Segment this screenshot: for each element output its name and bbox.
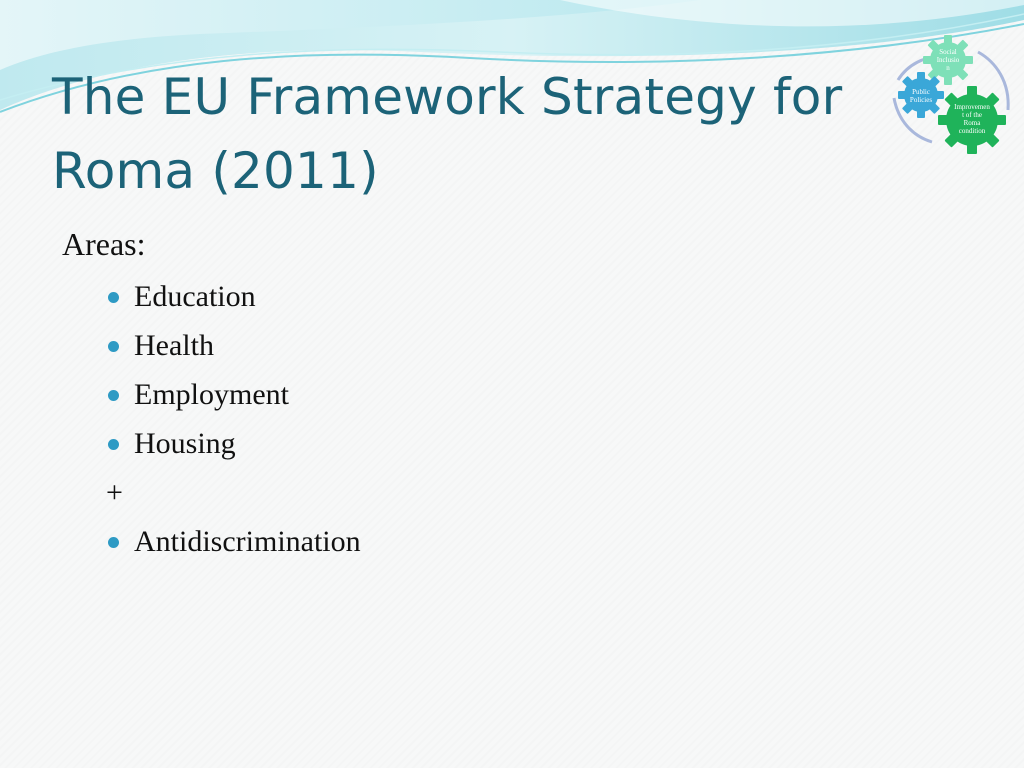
list-item-text: Education [134,280,256,313]
plus-separator: + [106,476,123,509]
bullet-dot-icon [108,341,119,352]
list-item [106,321,361,370]
gear-label-line: n [946,64,950,72]
bullet-dot-icon [108,390,119,401]
gear-label-line: Roma [963,119,981,127]
gear-label-line: Policies [909,96,933,104]
bullet-dot-icon [108,292,119,303]
areas-label: Areas: [62,226,146,262]
bullet-dot-icon [108,537,119,548]
gear-public-policies [898,72,944,118]
list-item [106,370,361,419]
title-line-2: Roma (2011) [52,142,379,200]
list-item-text: Housing [134,427,236,460]
list-item-text: Antidiscrimination [134,525,361,558]
gear-label-line: condition [958,127,986,135]
list-item [106,517,361,566]
gears-cycle-graphic [880,28,1020,162]
slide-title [52,60,882,208]
areas-bullet-list [106,272,361,566]
title-line-1: The EU Framework Strategy for [52,68,843,126]
list-item-text: Health [134,329,214,362]
gear-label-line: Inclusio [936,56,960,64]
gear-label-line: Improvemen [954,103,990,111]
gear-label-line: t of the [962,111,982,119]
gear-social-inclusion [923,35,973,85]
gear-label-line: Social [939,48,957,56]
list-item-text: Employment [134,378,289,411]
gear-label-line: Public [912,88,930,96]
list-item [106,419,361,468]
gear-improvement-roma-condition [938,86,1006,154]
bullet-dot-icon [108,439,119,450]
list-item-plus [106,468,361,517]
list-item [106,272,361,321]
